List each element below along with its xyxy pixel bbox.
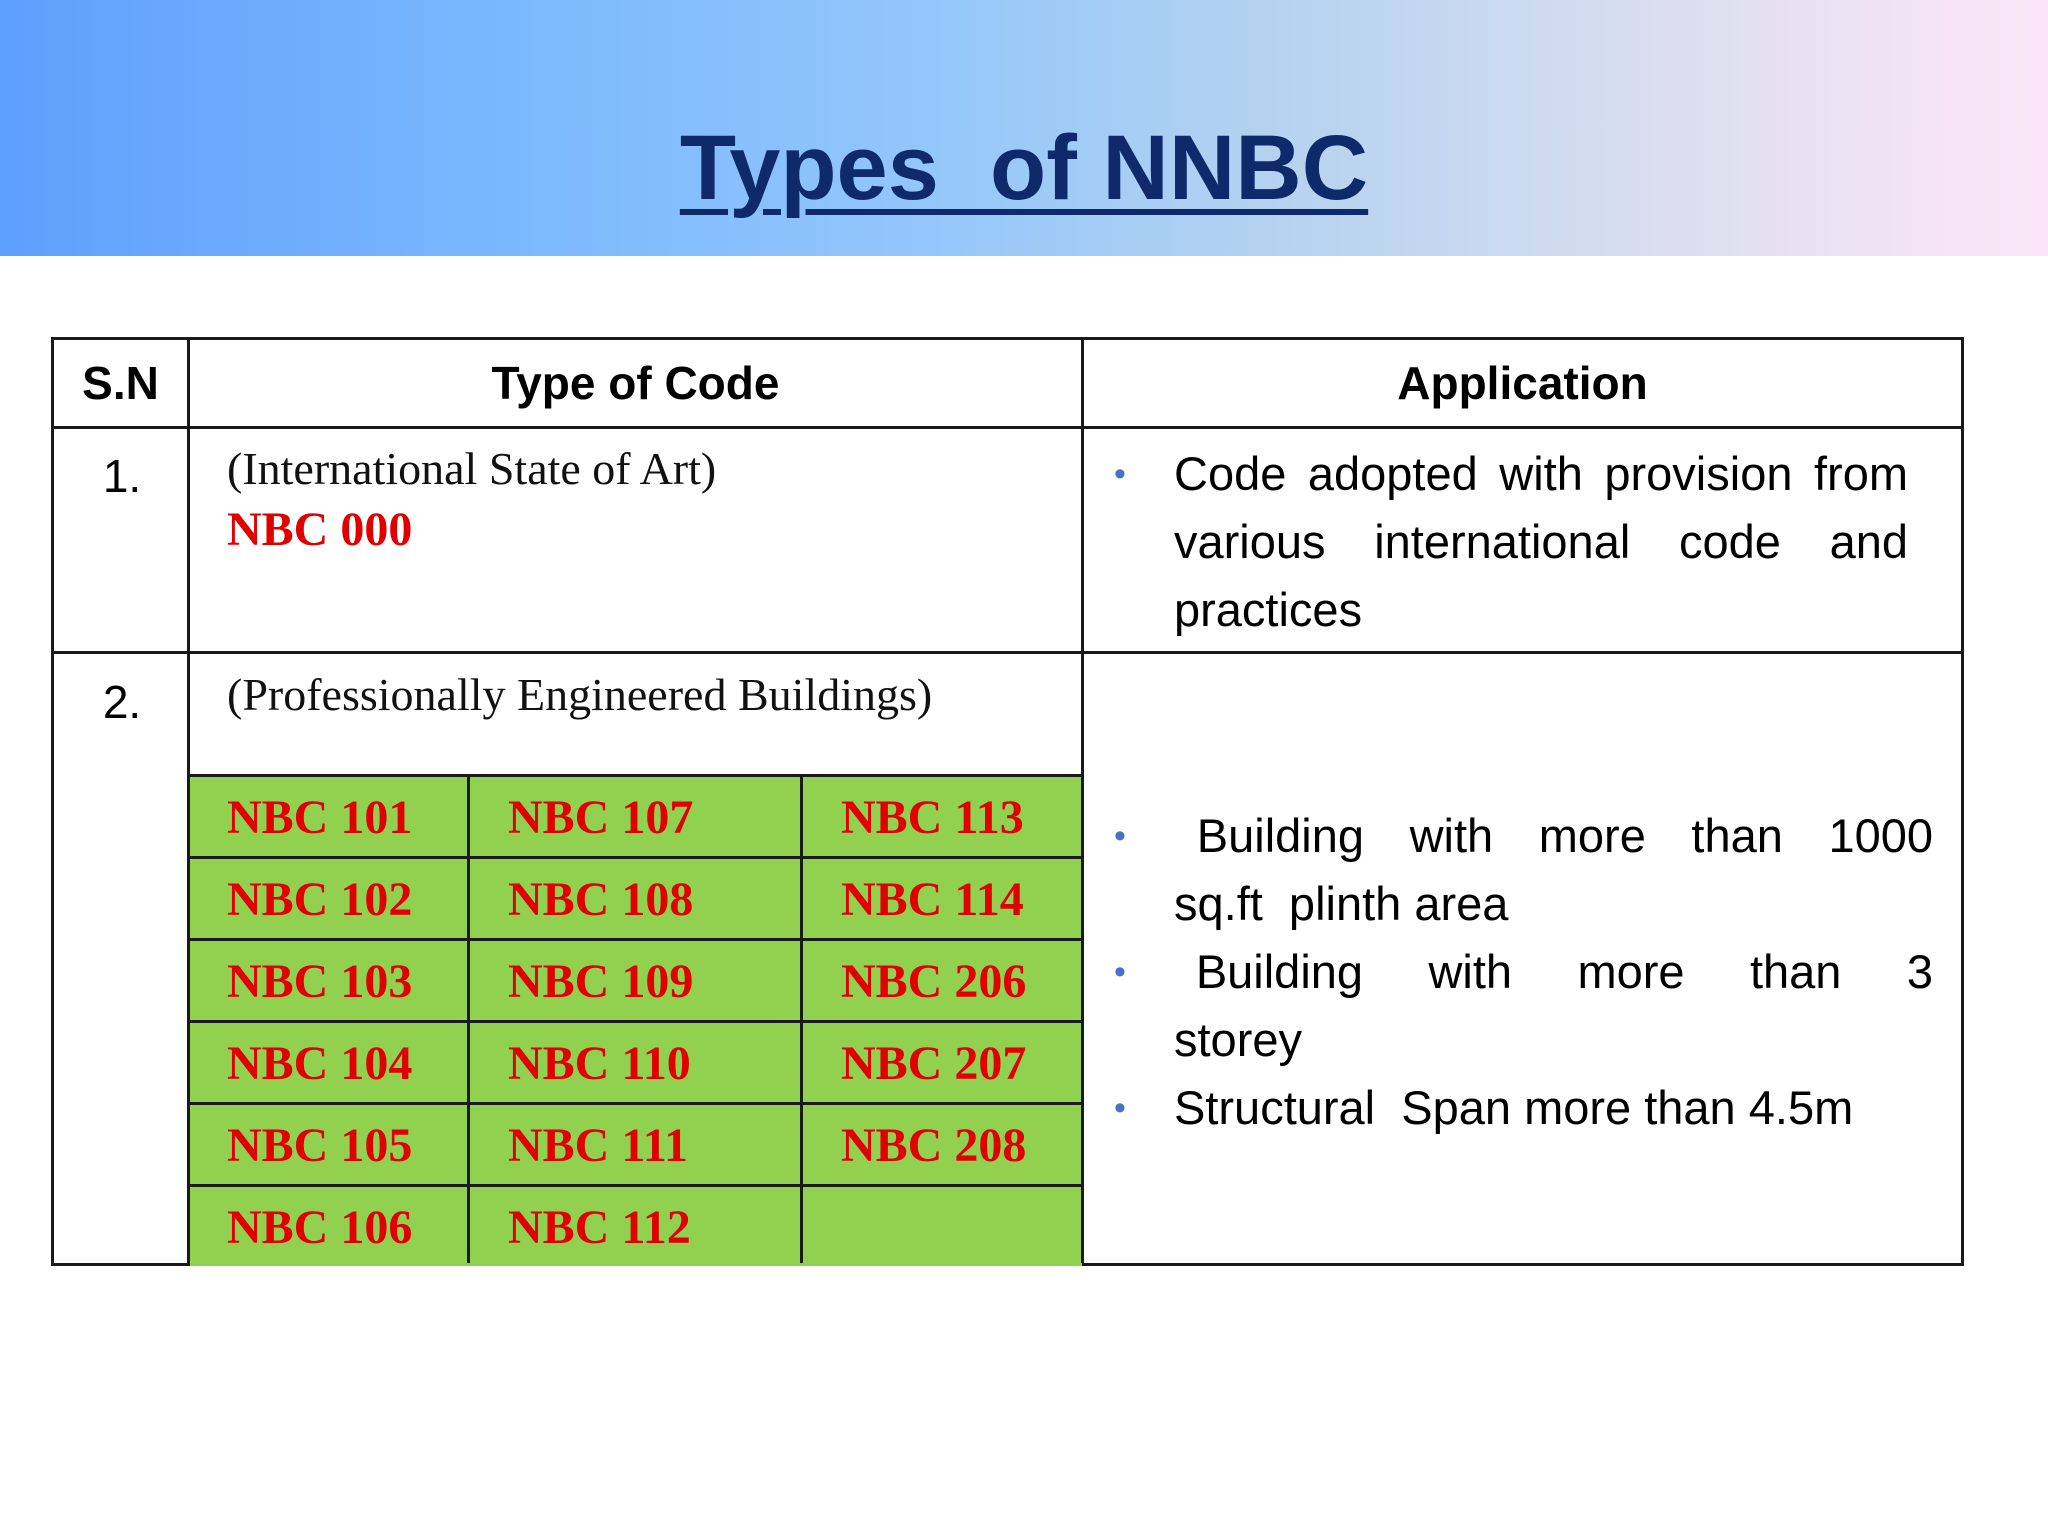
code-cell: NBC 108 xyxy=(508,873,694,926)
row-2-subtitle: (Professionally Engineered Buildings) xyxy=(227,669,933,720)
code-cell: NBC 114 xyxy=(841,873,1024,926)
code-cell: NBC 113 xyxy=(841,791,1024,844)
row-1-serial: 1. xyxy=(102,450,142,502)
application-text: Code adopted with provision from various international code and practices xyxy=(1174,447,1908,636)
bullet-icon: • xyxy=(1114,953,1126,991)
bullet-icon: • xyxy=(1114,455,1126,493)
code-cell: NBC 103 xyxy=(227,955,413,1008)
application-item xyxy=(1108,802,1947,938)
application-text: Building with more than 1000 sq.ft plinth area xyxy=(1174,809,1947,930)
code-cell: NBC 206 xyxy=(841,955,1027,1008)
application-text: Building with more than 3 storey xyxy=(1174,945,1947,1066)
row-1-application-list xyxy=(1108,440,1908,644)
code-cell: NBC 110 xyxy=(508,1037,691,1090)
row-1-subtitle: (International State of Art) xyxy=(227,443,717,494)
application-item xyxy=(1108,440,1908,644)
bullet-icon: • xyxy=(1114,1089,1126,1127)
code-cell: NBC 102 xyxy=(227,873,413,926)
header-divider xyxy=(54,426,1961,429)
application-item xyxy=(1108,938,1947,1074)
code-cell: NBC 107 xyxy=(508,791,694,844)
code-cell: NBC 105 xyxy=(227,1119,413,1172)
header-sn: S.N xyxy=(82,357,159,409)
code-cell: NBC 104 xyxy=(227,1037,413,1090)
code-cell: NBC 109 xyxy=(508,955,694,1008)
column-divider xyxy=(1081,340,1084,1263)
row-1-code: NBC 000 xyxy=(227,503,413,556)
application-text: Structural Span more than 4.5m xyxy=(1174,1081,1854,1134)
code-cell: NBC 112 xyxy=(508,1201,691,1254)
row-2-application-list xyxy=(1108,802,1947,1142)
header-application: Application xyxy=(1397,357,1648,409)
code-cell: NBC 111 xyxy=(508,1119,689,1172)
application-item xyxy=(1108,1074,1933,1142)
nnbc-table xyxy=(51,337,1964,1266)
row-divider xyxy=(54,651,1961,654)
code-cell: NBC 208 xyxy=(841,1119,1027,1172)
code-cell: NBC 207 xyxy=(841,1037,1027,1090)
slide-title: Types of NNBC xyxy=(679,117,1369,219)
code-cell: NBC 101 xyxy=(227,791,413,844)
bullet-icon: • xyxy=(1114,817,1126,855)
code-cell: NBC 106 xyxy=(227,1201,413,1254)
header-type-of-code: Type of Code xyxy=(491,357,780,409)
row-2-serial: 2. xyxy=(102,676,142,728)
